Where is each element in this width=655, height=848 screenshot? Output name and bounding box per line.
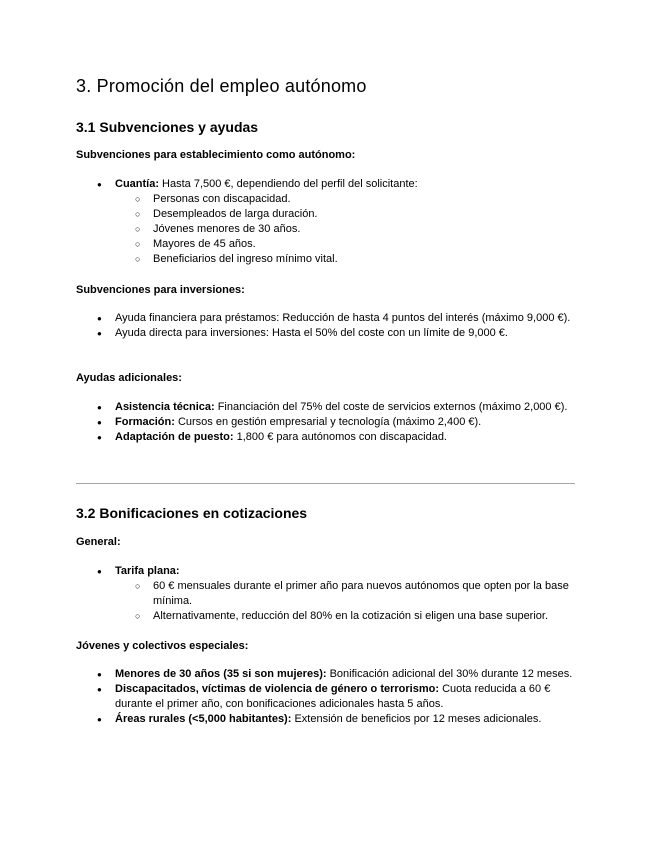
- list-item: [76, 430, 572, 445]
- list-item: ○ Beneficiarios del ingreso mínimo vital.: [115, 252, 576, 267]
- section-3-2-title: 3.2 Bonificaciones en cotizaciones: [76, 505, 308, 521]
- list-item: ● Ayuda financiera para préstamos: Reducción de hasta 4 puntos del interés (máximo 9,000 €).: [76, 311, 572, 326]
- adicionales-list: [76, 400, 572, 445]
- inversiones-list: [76, 311, 572, 341]
- jovenes-heading: Jóvenes y colectivos especiales:: [76, 640, 249, 652]
- item-text: Bonificación adicional del 30% durante 12 meses.: [326, 668, 573, 680]
- item-label: Discapacitados, víctimas de violencia de género o terrorismo:: [115, 683, 440, 695]
- inversiones-heading: Subvenciones para inversiones:: [76, 284, 245, 296]
- establecimiento-heading: Subvenciones para establecimiento como autónomo:: [76, 149, 356, 161]
- list-item: ○ Desempleados de larga duración.: [115, 207, 576, 222]
- list-item: ○ Alternativamente, reducción del 80% en la cotización si eligen una base superior.: [115, 609, 576, 624]
- list-item: [76, 415, 572, 430]
- general-list: [76, 564, 576, 624]
- jovenes-list: [76, 667, 574, 727]
- adicionales-heading: Ayudas adicionales:: [76, 372, 182, 384]
- list-item: [76, 400, 572, 415]
- list-item: ● Ayuda directa para inversiones: Hasta el 50% del coste con un límite de 9,000 €.: [76, 326, 572, 341]
- list-item: [76, 177, 576, 267]
- item-label: Áreas rurales (<5,000 habitantes):: [115, 713, 292, 725]
- cuantia-text: Hasta 7,500 €, dependiendo del perfil del solicitante:: [159, 178, 418, 190]
- general-heading: General:: [76, 536, 121, 548]
- tarifa-list: [115, 579, 576, 624]
- item-label: Formación:: [115, 416, 175, 428]
- list-item: [76, 682, 574, 712]
- item-label: Menores de 30 años (35 si son mujeres):: [115, 668, 327, 680]
- item-label: Adaptación de puesto:: [115, 431, 234, 443]
- item-text: Cuota reducida a 60 € durante el primer año, con bonificaciones adicionales hasta 5 años.: [115, 683, 551, 710]
- item-text: Cursos en gestión empresarial y tecnología (máximo 2,400 €).: [174, 416, 482, 428]
- establecimiento-list: [76, 177, 576, 267]
- tarifa-label: Tarifa plana:: [115, 565, 180, 577]
- item-text: Extensión de beneficios por 12 meses adicionales.: [291, 713, 542, 725]
- list-item: ○ Personas con discapacidad.: [115, 192, 576, 207]
- item-text: 1,800 € para autónomos con discapacidad.: [233, 431, 447, 443]
- list-item: ○ 60 € mensuales durante el primer año para nuevos autónomos que opten por la base mínima.: [115, 579, 576, 609]
- list-item: [76, 667, 574, 682]
- section-divider: [76, 483, 575, 484]
- item-label: Asistencia técnica:: [115, 401, 215, 413]
- list-item: ○ Jóvenes menores de 30 años.: [115, 222, 576, 237]
- cuantia-label: Cuantía:: [115, 178, 159, 190]
- list-item: [76, 712, 574, 727]
- section-3-1-title: 3.1 Subvenciones y ayudas: [76, 119, 259, 135]
- list-item: [76, 564, 576, 624]
- section-3-title: 3. Promoción del empleo autónomo: [76, 76, 367, 96]
- profiles-list: [115, 192, 576, 267]
- list-item: ○ Mayores de 45 años.: [115, 237, 576, 252]
- item-text: Financiación del 75% del coste de servicios externos (máximo 2,000 €).: [214, 401, 568, 413]
